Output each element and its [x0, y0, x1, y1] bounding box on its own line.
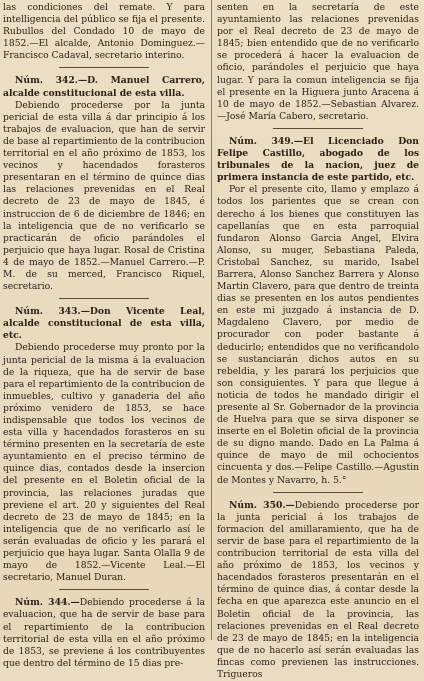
notice-350-body: Debiendo procederse por la junta pericial á los trabajos de formacion del amillaramiento, que ha de servir de base para el repartimiento de la contribucion territorial de esta villa del año próximo de 1853, los vecinos y hacendados forasteros presentarán en el término de quince dias, á contar desde la fecha en que aparezca este anuncio en el Boletin oficial de la provincia, las relaciones prevenidas en el Real decreto de 23 de mayo de 1845; en la inteligencia que de no hacerlo así serán evaluadas las fincas como previenen las instrucciones. Trigueros — [217, 499, 419, 680]
notice-342-heading: Núm. 342.—D. Manuel Carrero, alcalde constitucional de esta villa. — [3, 75, 205, 99]
left-column — [3, 2, 205, 669]
notice-350-heading: Núm. 350.— — [229, 499, 295, 511]
separator-rule — [273, 492, 363, 493]
notice-continuation: las condiciones del remate. Y para intelligencia del público se fija el presente. Rubullos del Condado 10 de mayo de 1852.—El alcalde, Antonio Dominguez.—Francisco Cadaval, secretario interino. — [3, 2, 205, 62]
notice-343-body: Debiendo procederse muy pronto por la junta pericial de la misma á la evaluacion de la riqueza, que ha de servir de base para el repartimiento de la contribucion de inmuebles, cultivo y ganaderia del año próximo venidero de 1853, se hace indispensable que todos los vecinos de esta villa y hacendados forasteros en su término presenten en la secretaría de este ayuntamiento en el preciso término de quince dias, contados desde la insercion del presente en el Boletin oficial de la provincia, las relaciones juradas que previene el art. 20 y siguientes del Real decreto de 23 de mayo de 1845; en la inteligencia que de no verificarlo así le serán evaluadas de oficio y les parará el perjuicio que haya lugar. Santa Olalla 9 de mayo de 1852.—Vicente Leal.—El secretario, Manuel Duran. — [3, 342, 205, 584]
notice-350 — [217, 500, 419, 681]
notice-344 — [3, 597, 205, 670]
notice-349-heading: Núm. 349.—El Licenciado Don Felipe Castillo, abogado de los tribunales de la nacion, juez de primera instancia de este partido, etc. — [217, 135, 419, 184]
notice-349-body: Por el presente cito, llamo y emplazo á todos los parientes que se crean con derecho á los bienes que constituyen las capellanías que en esta parroquial fundaron Alonso Garcia Angel, Elvira Alonso, su muger, Sebastiana Paleda, Cristobal Sanchez, su marido, Isabel Barrera, Alonso Sanchez Barrera y Alonso Martin Clavero, para que dentro de treinta dias se presenten en los autos pendientes en este mi juzgado á instancia de D. Magdaleno Clavero, por medio de procurador con poder bastante á deducirlo; entendidos que no verificandolo se sustanciarán dichos autos en su rebeldia, y les parará los perjuicios que son consiguientes. Y para que llegue á noticia de todos he mandado dirigir el presente al Sr. Gobernador de la provincia de Huelva para que se sirva disponer se inserte en el Boletin oficial de la provincia de su digno mando. Dado en La Palma á quince de mayo de mil ochocientos cincuenta y dos.—Felipe Castillo.—Agustin de Montes y Navarro, h. 5.° — [217, 184, 419, 486]
notice-344-heading: Núm. 344.— — [15, 597, 80, 609]
notice-343-heading: Núm. 343.—Don Vicente Leal, alcalde constitucional de esta villa, etc. — [3, 306, 205, 342]
notice-344-body: Debiendo procederse á la evaluacion, que ha de servir de base para el repartimiento de la contribucion territorial de esta villa en el año próximo de 1853, se previene á los contribuyentes que dentro del término de 15 dias pre- — [3, 597, 205, 669]
notice-342-body: Debiendo procederse por la junta pericial de esta villa á dar principio á los trabajos de evaluacion, que han de servir de base al repartimiento de la contribucion territorial en el año próximo de 1853, los vecinos y hacendados forasteros presentaran en el término de quince dias las relaciones prevenidas en el Real decreto de 23 de mayo de 1845, é instruccion de 6 de diciembre de 1846; en la inteligencia que de no verificarlo se practicarán de oficio parándoles el perjuicio que haya lugar. Rosal de Cristina 4 de mayo de 1852.—Manuel Carrero.—P. M. de su merced, Francisco Riquel, secretario. — [3, 99, 205, 293]
right-column — [217, 2, 419, 680]
separator-rule — [59, 298, 149, 299]
notice-continuation: senten en la secretaría de este ayuntamiento las relaciones prevenidas por el Real decreto de 23 de mayo de 1845; bien entendido que de no verificarlo se procederá á hacer la evaluacion de oficio, parándoles el perjuicio que haya lugar. Y para la comun inteligencia se fija el presente en la Higuera junto Aracena á 10 de mayo de 1852.—Sebastian Alvarez.—José María Cabero, secretario. — [217, 2, 419, 122]
separator-rule — [273, 128, 363, 129]
separator-rule — [59, 67, 149, 68]
column-divider — [211, 0, 212, 640]
separator-rule — [59, 589, 149, 590]
